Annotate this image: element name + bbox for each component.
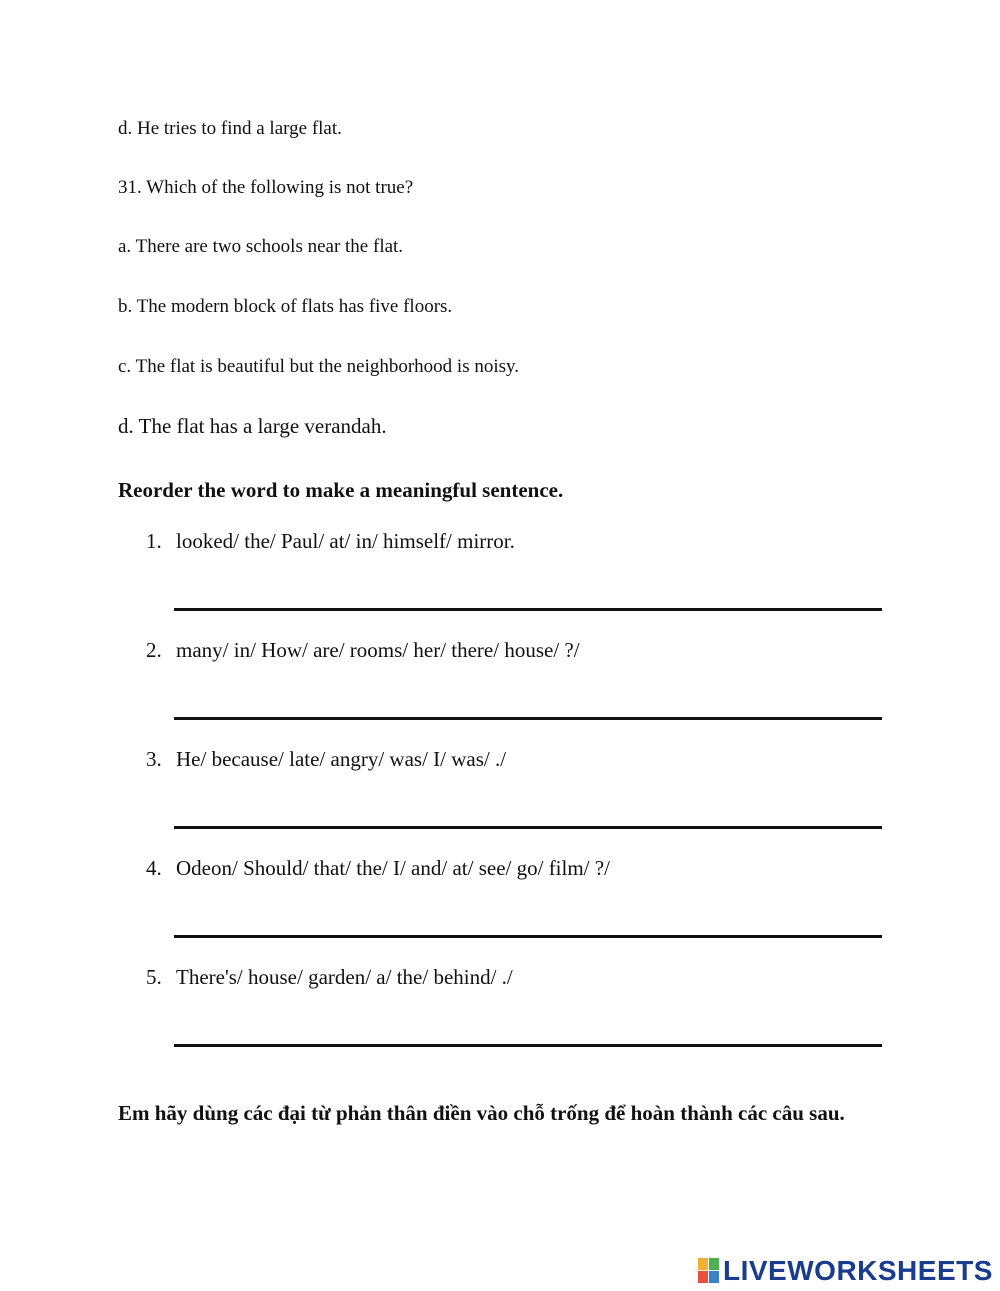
answer-line-1[interactable] xyxy=(174,608,882,611)
pronoun-section-heading: Em hãy dùng các đại từ phản thân điền vào chỗ trống để hoàn thành các câu sau. xyxy=(118,1101,845,1125)
item-number: 4. xyxy=(146,856,162,880)
option-d: d. The flat has a large verandah. xyxy=(118,414,387,438)
item-number: 2. xyxy=(146,638,162,662)
answer-line-5[interactable] xyxy=(174,1044,882,1047)
reorder-item-2 xyxy=(146,638,580,663)
liveworksheets-logo xyxy=(698,1253,993,1289)
reorder-item-5 xyxy=(146,965,513,990)
item-words: There's/ house/ garden/ a/ the/ behind/ ./ xyxy=(176,965,513,989)
answer-line-4[interactable] xyxy=(174,935,882,938)
item-number: 3. xyxy=(146,747,162,771)
option-b: b. The modern block of flats has five floors. xyxy=(118,296,453,317)
item-words: many/ in/ How/ are/ rooms/ her/ there/ house/ ?/ xyxy=(176,638,580,662)
item-words: looked/ the/ Paul/ at/ in/ himself/ mirror. xyxy=(176,529,515,553)
liveworksheets-logo-icon xyxy=(698,1258,720,1284)
answer-line-2[interactable] xyxy=(174,717,882,720)
item-words: He/ because/ late/ angry/ was/ I/ was/ ./ xyxy=(176,747,507,771)
reorder-heading: Reorder the word to make a meaningful sentence. xyxy=(118,478,564,502)
option-a: a. There are two schools near the flat. xyxy=(118,236,404,257)
item-number: 5. xyxy=(146,965,162,989)
option-d-prev: d. He tries to find a large flat. xyxy=(118,118,342,139)
reorder-item-1 xyxy=(146,529,515,554)
option-c: c. The flat is beautiful but the neighborhood is noisy. xyxy=(118,356,520,377)
reorder-item-3 xyxy=(146,747,506,772)
item-number: 1. xyxy=(146,529,162,553)
question-31-prompt: 31. Which of the following is not true? xyxy=(118,177,414,198)
item-words: Odeon/ Should/ that/ the/ I/ and/ at/ see/ go/ film/ ?/ xyxy=(176,856,610,880)
reorder-item-4 xyxy=(146,856,610,881)
brand-name: LIVEWORKSHEETS xyxy=(723,1255,993,1286)
answer-line-3[interactable] xyxy=(174,826,882,829)
